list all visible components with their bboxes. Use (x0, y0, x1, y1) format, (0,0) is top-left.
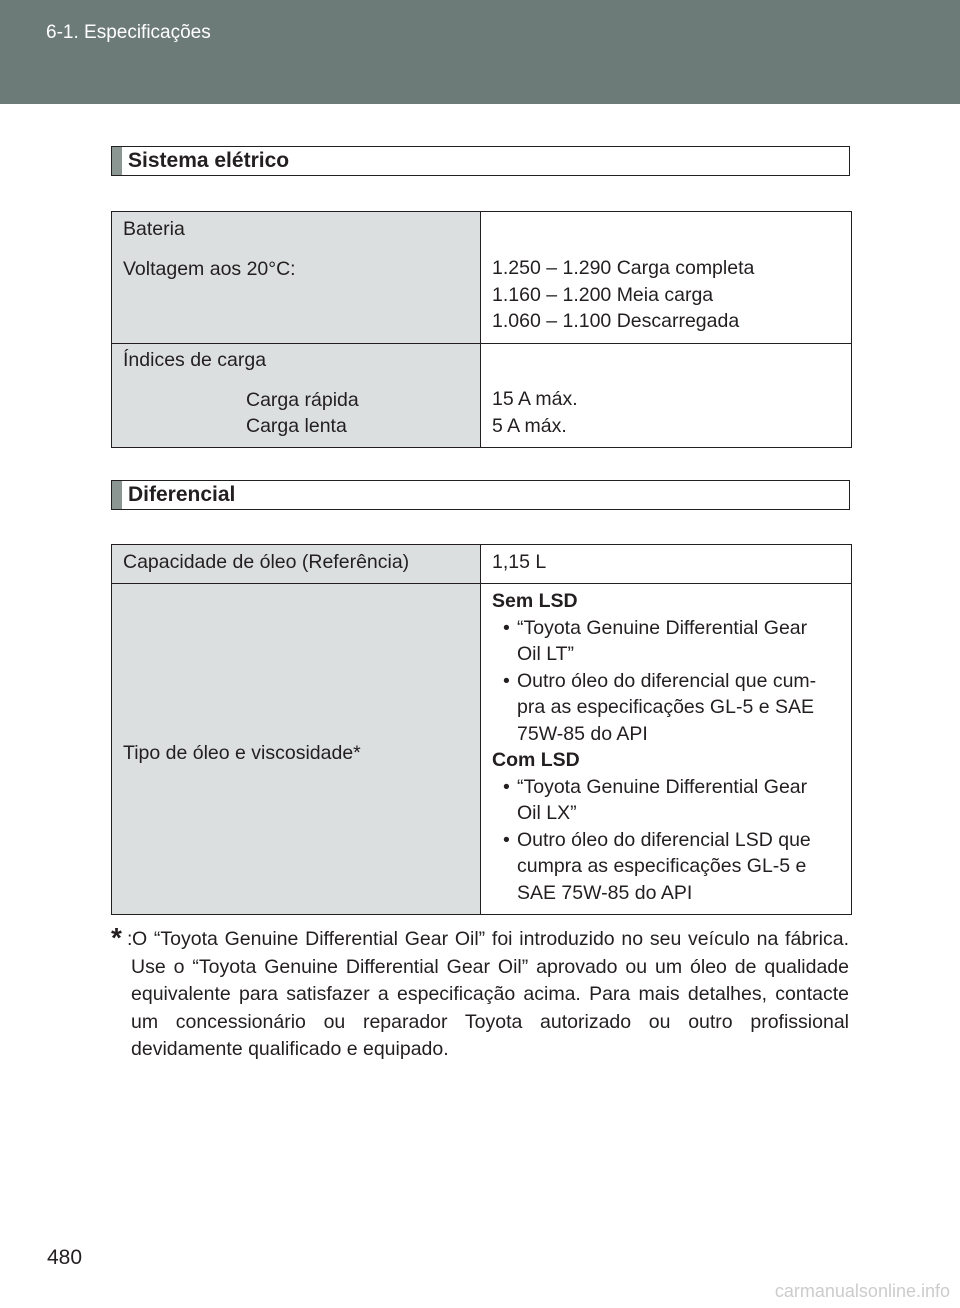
electrical-section-heading (111, 146, 850, 176)
battery-row (112, 212, 852, 344)
oil-capacity-label-cell (112, 545, 481, 584)
differential-table (111, 544, 852, 915)
fast-charge-label: Carga rápida (246, 388, 359, 411)
charge-rates-label: Índices de carga (123, 349, 267, 371)
charge-rates-label-cell (112, 344, 481, 448)
oil-capacity-value: 1,15 L (492, 551, 547, 573)
oil-type-label-cell (112, 584, 481, 915)
bullet-icon: • (503, 775, 510, 798)
slow-charge-value: 5 A máx. (492, 414, 567, 437)
oil-type-label: Tipo de óleo e viscosidade* (123, 741, 361, 764)
oil-capacity-value-cell (481, 545, 852, 584)
heading-stripe (112, 147, 122, 175)
footnote-text: O “Toyota Genuine Differential Gear Oil” foi introduzido no seu veículo na fábrica. Use o “Toyota Genuine Differential Gear Oil” aprovado ou um óleo de qualidade equivalente para satisfazer a especificação acima. Para mais detalhes, contacte um concessionário ou reparador Toyota autorizado ou outro profissional devidamente qualificado e equipado. (131, 928, 849, 1060)
oil-type-row (112, 584, 852, 915)
voltage-label: Voltagem aos 20°C: (123, 257, 296, 280)
with-lsd-heading: Com LSD (492, 749, 580, 771)
with-lsd-item: • “Toyota Genuine Differential Gear Oil LX” (503, 775, 808, 824)
section-label: 6-1. Especificações (46, 22, 211, 43)
charge-rates-values-cell (481, 344, 852, 448)
differential-section-heading (111, 480, 850, 510)
with-lsd-item: • Outro óleo do diferencial LSD que cumpra as especificações GL-5 e SAE 75W-85 do API (503, 828, 811, 904)
slow-charge-label: Carga lenta (246, 415, 347, 437)
fast-charge-value: 15 A máx. (492, 388, 578, 410)
voltage-value-full: 1.250 – 1.290 Carga completa (492, 257, 755, 279)
oil-capacity-label: Capacidade de óleo (Referência) (123, 551, 410, 573)
battery-label-cell (112, 212, 481, 344)
without-lsd-heading: Sem LSD (492, 590, 578, 612)
bullet-icon: • (503, 828, 510, 851)
oil-capacity-row (112, 545, 852, 584)
oil-type-values-cell (481, 584, 852, 915)
battery-label: Bateria (123, 218, 185, 240)
watermark: carmanualsonline.info (774, 1281, 950, 1301)
voltage-value-discharged: 1.060 – 1.100 Descarregada (492, 310, 740, 332)
electrical-table (111, 211, 852, 448)
electrical-section-title: Sistema elétrico (128, 149, 290, 172)
footnote-marker: * (111, 922, 122, 953)
differential-section-title: Diferencial (128, 483, 236, 506)
footnote-colon: : (127, 928, 133, 950)
heading-stripe (112, 481, 122, 509)
without-lsd-item: • Outro óleo do diferencial que cum- pra as especificações GL-5 e SAE 75W-85 do API (503, 669, 817, 745)
bullet-icon: • (503, 669, 510, 692)
voltage-values-cell (481, 212, 852, 344)
footnote (111, 922, 849, 1064)
without-lsd-item: • “Toyota Genuine Differential Gear Oil LT” (503, 616, 808, 665)
bullet-icon: • (503, 616, 510, 639)
voltage-value-half: 1.160 – 1.200 Meia carga (492, 283, 714, 306)
page-number: 480 (47, 1246, 83, 1269)
charge-rates-row (112, 344, 852, 448)
page-header (0, 0, 960, 104)
